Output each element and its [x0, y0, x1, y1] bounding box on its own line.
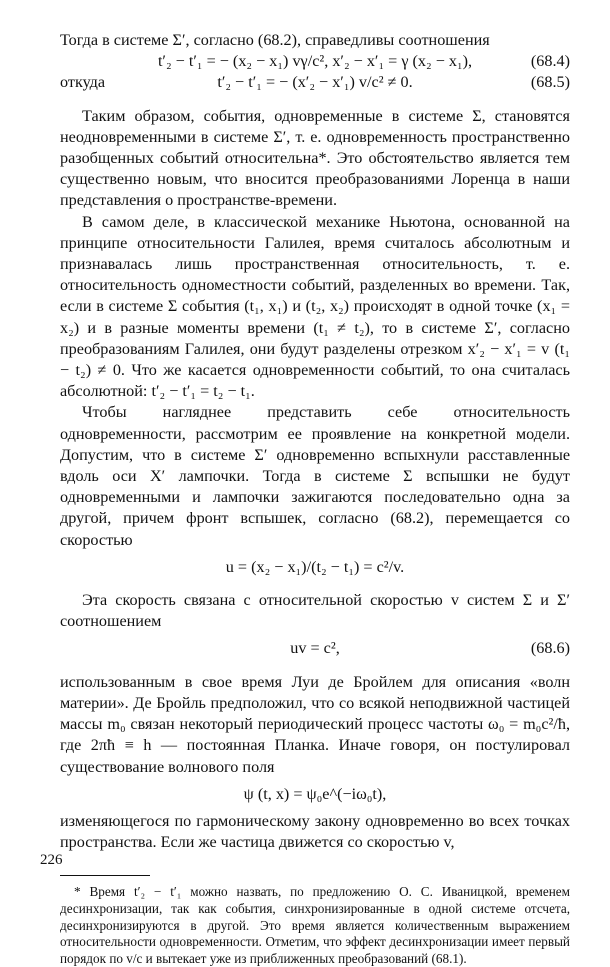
equation-68-4 [60, 51, 570, 72]
paragraph-4: Чтобы нагляднее представить себе относительность одновременности, рассмотрим ее проявление на конкретной модели. Допустим, что в системе Σ′ одновременно вспыхнули расставленные вдоль оси X′ лампочки. Тогда в системе Σ вспышки не будут одновременными и лампочки зажигаются последовательно одна за другой, причем фронт вспышек, согласно (68.2), перемещается со скоростью [60, 403, 570, 549]
equation-68-4-formula: t′₂ − t′₁ = − (x₂ − x₁) vγ/c², x′₂ − x′₁ = γ (x₂ − x₁), [157, 52, 473, 71]
equation-68-6 [60, 638, 570, 659]
equation-68-6-number: (68.6) [530, 639, 570, 658]
footnote-divider [60, 875, 150, 876]
equation-68-4-number: (68.4) [530, 52, 570, 71]
footnote: * Время t′₂ − t′₁ можно назвать, по предложению О. С. Иваницкой, временем десинхронизации, так как события, синхронизированные в одной системе отсчета, десинхронизируются в другой. Это время является количественным выражением относительности одновременности. Отметим, что эффект десинхронизации имеет первый порядок по v/c и вытекает уже из приближенных преобразований (68.1). [60, 884, 570, 966]
equation-velocity [60, 557, 570, 578]
equation-68-5-formula: t′₂ − t′₁ = − (x′₂ − x′₁) v/c² ≠ 0. [217, 73, 413, 92]
page-content [60, 30, 570, 967]
paragraph-6: использованным в свое время Луи де Бройлем для описания «волн материи». Де Бройль предположил, что со всякой неподвижной частицей массы m₀ связан некоторый периодический процесс частоты ω₀ = m₀c²/ħ, где 2πħ ≡ h — постоянная Планка. Иначе говоря, он постулировал существование волнового поля [60, 672, 570, 776]
page-number: 226 [40, 852, 63, 868]
equation-68-6-formula: uv = c², [290, 639, 340, 658]
paragraph-5: Эта скорость связана с относительной скоростью v систем Σ и Σ′ соотношением [60, 591, 570, 631]
paragraph-7: изменяющегося по гармоническому закону одновременно во всех точках пространства. Если же частица движется со скоростью v, [60, 811, 570, 852]
equation-68-5-number: (68.5) [530, 73, 570, 92]
word-otkuda: откуда [60, 73, 106, 92]
paragraph-1: Тогда в системе Σ′, согласно (68.2), справедливы соотношения [60, 31, 490, 49]
equation-wave-field-formula: ψ (t, x) = ψ₀e^(−iω₀t), [243, 784, 387, 803]
paragraph-3: В самом деле, в классической механике Ньютона, основанной на принципе относительности Галилея, время считалось абсолютным и признавалась лишь пространственная относительность, т. е. относительность одноместности событий, разделенных во времени. Так, если в системе Σ события (t₁, x₁) и (t₂, x₂) происходят в одной точке (x₁ = x₂) и в разные моменты времени (t₁ ≠ t₂), то в системе Σ′, согласно преобразованиям Галилея, они будут разделены отрезком x′₂ − x′₁ = v (t₁ − t₂) ≠ 0. Что же касается одновременности событий, то она считалась абсолютной: t′₂ − t′₁ = t₂ − t₁. [60, 212, 570, 401]
equation-68-5 [60, 72, 570, 93]
paragraph-2: Таким образом, события, одновременные в системе Σ, становятся неодновременными в системе Σ′, т. е. одновременность пространственно разобщенных событий относительна*. Это обстоятельство является тем существенно новым, что вносится преобразованиями Лоренца в наши представления о пространстве-времени. [60, 106, 570, 210]
equation-wave-field [60, 784, 570, 805]
equation-velocity-formula: u = (x₂ − x₁)/(t₂ − t₁) = c²/v. [225, 557, 405, 576]
